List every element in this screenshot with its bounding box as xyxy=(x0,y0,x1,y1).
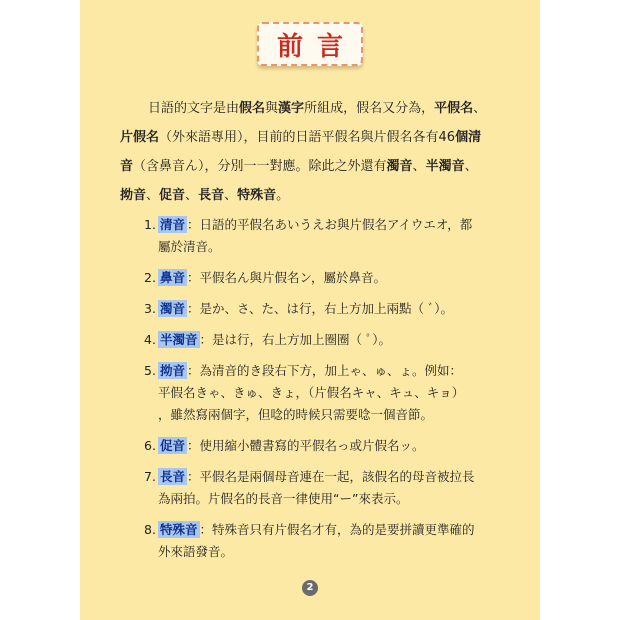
item-text: ：平假名是兩個母音連在一起，該假名的母音被拉長 xyxy=(187,469,475,484)
sound-type-list xyxy=(144,214,519,572)
intro-keyword: 漢字 xyxy=(278,101,305,116)
intro-text: 、 xyxy=(473,101,487,116)
intro-text: 與 xyxy=(265,101,279,116)
item-text-cont: 外來語發音。 xyxy=(158,544,234,559)
item-number: 3. xyxy=(144,301,156,316)
list-item-handakuon xyxy=(144,329,519,351)
page-title: 前言 xyxy=(276,31,357,62)
item-text: ：為清音的き段右下方，加上ゃ、ゅ、ょ。例如： xyxy=(187,363,463,378)
intro-text: 日語的文字是由 xyxy=(148,101,240,116)
title-frame xyxy=(257,22,363,66)
intro-text: 、 xyxy=(185,188,199,203)
list-item-bion xyxy=(144,267,519,289)
intro-text: 、 xyxy=(412,159,426,174)
intro-text: 、 xyxy=(146,188,160,203)
item-text: ：是は行，右上方加上圈圈（ ﾟ）。 xyxy=(199,332,391,347)
intro-keyword: 音 xyxy=(120,159,134,174)
term-highlight: 長音 xyxy=(160,469,186,484)
item-text-cont: 為兩拍。片假名的長音一律使用“ー”來表示。 xyxy=(158,491,409,506)
list-item-seion xyxy=(144,214,519,258)
term-highlight: 濁音 xyxy=(160,301,186,316)
list-item-youon xyxy=(144,360,519,426)
term-highlight: 鼻音 xyxy=(160,270,186,285)
item-text-cont: 屬於清音。 xyxy=(158,239,221,254)
intro-number: 46 xyxy=(438,130,456,145)
item-number: 4. xyxy=(144,332,156,347)
item-text-cont: 平假名きゃ、きゅ、きょ，（片假名キャ、キュ、キョ） xyxy=(158,385,465,400)
intro-keyword: 特殊音 xyxy=(237,188,277,203)
item-number: 8. xyxy=(144,522,156,537)
intro-keyword: 促音 xyxy=(159,188,186,203)
intro-text: 、 xyxy=(224,188,238,203)
term-highlight: 特殊音 xyxy=(160,522,198,537)
intro-text: （外來語專用），目前的日語平假名與片假名各有 xyxy=(159,130,439,145)
intro-keyword: 片假名 xyxy=(120,130,160,145)
intro-keyword: 半濁音 xyxy=(425,159,465,174)
intro-keyword: 濁音 xyxy=(386,159,413,174)
term-highlight: 清音 xyxy=(160,217,186,232)
page-number: 2 xyxy=(302,580,318,596)
intro-keyword: 長音 xyxy=(198,188,225,203)
intro-paragraph xyxy=(120,94,515,210)
item-number: 5. xyxy=(144,363,156,378)
term-highlight: 促音 xyxy=(160,438,186,453)
list-item-tokushuon xyxy=(144,519,519,563)
item-text: ：特殊音只有片假名才有，為的是要拼讀更準確的 xyxy=(199,522,475,537)
item-text: ：是か、さ、た、は行，右上方加上兩點（ ﾞ）。 xyxy=(187,301,453,316)
intro-keyword: 假名 xyxy=(239,101,266,116)
list-item-sokuon xyxy=(144,435,519,457)
intro-keyword: 平假名 xyxy=(434,101,474,116)
item-number: 2. xyxy=(144,270,156,285)
list-item-dakuon xyxy=(144,298,519,320)
item-number: 6. xyxy=(144,438,156,453)
intro-line-4 xyxy=(120,181,515,210)
intro-line-3 xyxy=(120,152,515,181)
item-text: ：使用縮小體書寫的平假名っ或片假名ッ。 xyxy=(187,438,425,453)
intro-keyword: 清 xyxy=(468,130,482,145)
item-text: ：日語的平假名あいうえお與片假名アイウエオ，都 xyxy=(187,217,473,232)
term-highlight: 拗音 xyxy=(160,363,186,378)
intro-keyword: 拗音 xyxy=(120,188,147,203)
item-number: 1. xyxy=(144,217,156,232)
book-page xyxy=(80,0,540,620)
intro-text: （含鼻音ん），分別一一對應。除此之外還有 xyxy=(133,159,387,174)
item-text: ：平假名ん與片假名ン，屬於鼻音。 xyxy=(187,270,387,285)
intro-text: 、 xyxy=(464,159,478,174)
term-highlight: 半濁音 xyxy=(160,332,198,347)
intro-text: 。 xyxy=(276,188,290,203)
intro-line-1 xyxy=(120,94,515,123)
item-text-cont: ，雖然寫兩個字，但唸的時候只需要唸一個音節。 xyxy=(158,407,434,422)
list-item-chouon xyxy=(144,466,519,510)
intro-keyword: 個 xyxy=(455,130,469,145)
intro-text: 所組成，假名又分為， xyxy=(304,101,435,116)
intro-line-2 xyxy=(120,123,515,152)
item-number: 7. xyxy=(144,469,156,484)
